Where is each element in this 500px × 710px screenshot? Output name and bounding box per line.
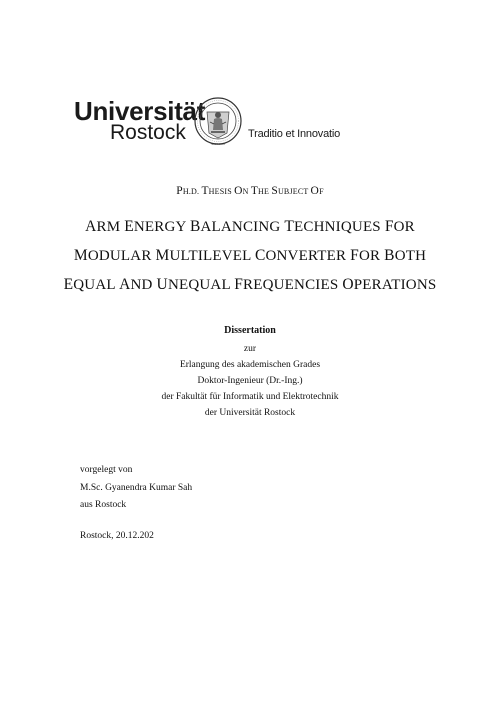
- university-motto: Traditio et Innovatio: [248, 128, 341, 140]
- purpose-line-2: Erlangung des akademischen Grades: [179, 360, 321, 370]
- thesis-title-line-1: ARM ENERGY BALANCING TECHNIQUES FOR: [85, 218, 415, 235]
- purpose-line-4: der Fakultät für Informatik und Elektrotechnik: [161, 392, 339, 402]
- purpose-line-3: Doktor-Ingenieur (Dr.-Ing.): [197, 376, 303, 386]
- purpose-line-5: der Universität Rostock: [204, 408, 296, 418]
- university-logo-wordmark-line1: Universität: [74, 96, 206, 126]
- university-seal-icon: [193, 96, 243, 148]
- submitted-by-label: vorgelegt von: [80, 465, 133, 475]
- dissertation-heading: Dissertation: [224, 325, 276, 336]
- author-name: M.Sc. Gyanendra Kumar Sah: [80, 483, 193, 493]
- university-logo-wordmark-line2: Rostock: [110, 121, 186, 144]
- thesis-title-line-3: EQUAL AND UNEQUAL FREQUENCIES OPERATIONS: [63, 276, 437, 293]
- place-and-date: Rostock, 20.12.202: [80, 531, 154, 541]
- thesis-title-line-2: MODULAR MULTILEVEL CONVERTER FOR BOTH: [73, 247, 427, 264]
- seal-text: SIGILLVM: [211, 142, 225, 146]
- purpose-line-1: zur: [243, 344, 257, 354]
- author-origin: aus Rostock: [80, 500, 127, 510]
- subject-line: PH.D. THESIS ON THE SUBJECT OF: [176, 185, 324, 197]
